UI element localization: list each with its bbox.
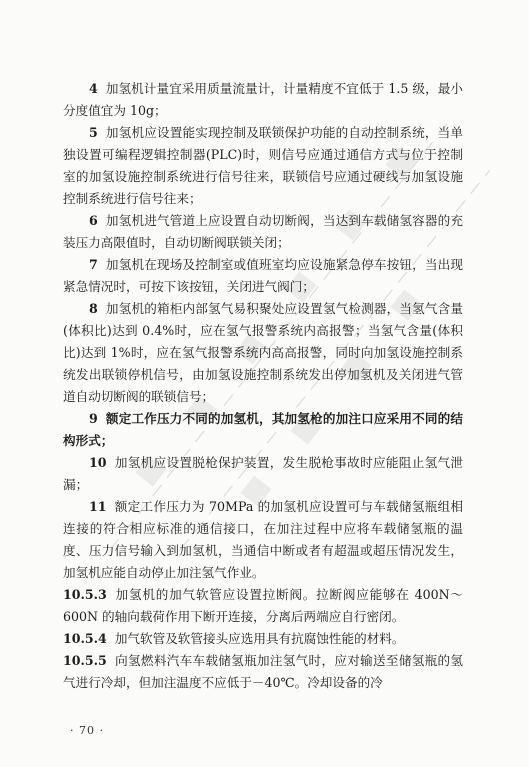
clause-text: 额定工作压力为 70MPa 的加氢机应设置可与车载储氢瓶组相连接的符合相应标准的通信接口，在加注过程中应将车载储氢瓶的温度、压力信号输入到加氢机，当通信中断或者有超温或超压情况发生，加氢机应能自动停止加注氢气作业。 bbox=[63, 499, 463, 580]
clause-number: 4 bbox=[89, 81, 98, 96]
clause-10-5-5 bbox=[63, 650, 463, 694]
clause-number: 8 bbox=[89, 301, 98, 316]
clause-4 bbox=[63, 78, 463, 122]
clause-text: 加气软管及软管接头应选用具有抗腐蚀性能的材料。 bbox=[114, 631, 405, 646]
clause-text: 加氢机应设置脱枪保护装置，发生脱枪事故时应能阻止氢气泄漏； bbox=[63, 455, 463, 492]
clause-11 bbox=[63, 496, 463, 584]
clause-number: 11 bbox=[89, 499, 107, 514]
clause-number: 10.5.3 bbox=[63, 587, 107, 602]
clause-text: 额定工作压力不同的加氢机，其加氢枪的加注口应采用不同的结构形式； bbox=[63, 411, 463, 448]
clause-text: 加氢机应设置能实现控制及联锁保护功能的自动控制系统，当单独设置可编程逻辑控制器(PLC)时，则信号应通过通信方式与位于控制室的加氢设施控制系统进行信号往来，联锁信号应通过硬线与加氢设施控制系统进行信号往来； bbox=[63, 125, 463, 206]
clause-text: 加氢机在现场及控制室或值班室均应设施紧急停车按钮，当出现紧急情况时，可按下该按钮，关闭进气阀门； bbox=[63, 257, 463, 294]
clause-10 bbox=[63, 452, 463, 496]
clause-number: 5 bbox=[89, 125, 98, 140]
clause-text: 加氢机计量宜采用质量流量计，计量精度不宜低于 1.5 级，最小分度值宜为 10g； bbox=[63, 81, 463, 118]
clause-number: 6 bbox=[89, 213, 98, 228]
clause-number: 10.5.5 bbox=[63, 653, 107, 668]
clause-8 bbox=[63, 298, 463, 408]
clause-number: 9 bbox=[89, 411, 98, 426]
clause-text: 加氢机的加气软管应设置拉断阀。拉断阀应能够在 400N～600N 的轴向载荷作用下断开连接，分离后两端应自行密闭。 bbox=[63, 587, 463, 624]
clause-6 bbox=[63, 210, 463, 254]
clause-text: 加氢机的箱柜内部氢气易积聚处应设置氢气检测器，当氢气含量(体积比)达到 0.4%时，应在氢气报警系统内高报警；当氢气含量(体积比)达到 1%时，应在氢气报警系统内高高报警，同时向加氢设施控制系统发出联锁停机信号，由加氢设施控制系统发出停加氢机及关闭进气管道自动切断阀的联锁信号； bbox=[63, 301, 463, 404]
clause-10-5-3 bbox=[63, 584, 463, 628]
page-number: · 70 · bbox=[70, 724, 104, 737]
clause-number: 10 bbox=[89, 455, 107, 470]
clause-text: 加氢机进气管道上应设置自动切断阀，当达到车载储氢容器的充装压力高限值时，自动切断阀联锁关闭； bbox=[63, 213, 463, 250]
clause-10-5-4 bbox=[63, 628, 463, 650]
clause-9 bbox=[63, 408, 463, 452]
clause-7 bbox=[63, 254, 463, 298]
clause-number: 10.5.4 bbox=[63, 631, 107, 646]
clause-5 bbox=[63, 122, 463, 210]
clause-number: 7 bbox=[89, 257, 98, 272]
clause-text: 向氢燃料汽车车载储氢瓶加注氢气时，应对输送至储氢瓶的氢气进行冷却，但加注温度不应低于－40℃。冷却设备的冷 bbox=[63, 653, 463, 690]
body-text bbox=[63, 78, 463, 694]
